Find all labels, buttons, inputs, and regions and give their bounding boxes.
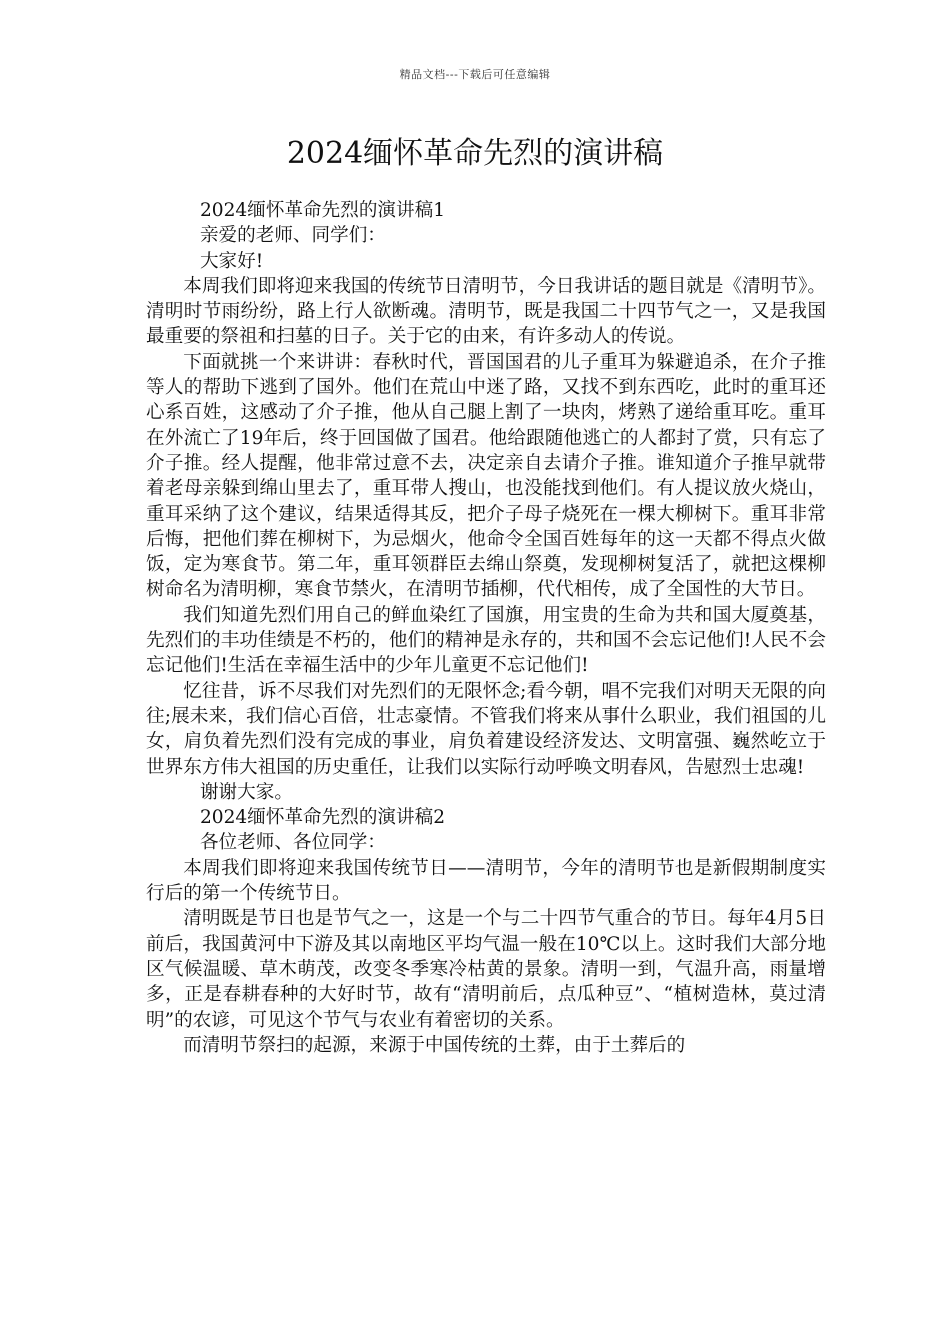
paragraph-story: 下面就挑一个来讲讲：春秋时代，晋国国君的儿子重耳为躲避追杀，在介子推等人的帮助下逃到了国外。他们在荒山中迷了路，又找不到东西吃，此时的重耳还心系百姓，这感动了介子推，他从自己腿上割了一块肉，烤熟了递给重耳吃。重耳在外流亡了19年后，终于回国做了国君。他给跟随他逃亡的人都封了赏，只有忘了介子推。经人提醒，他非常过意不去，决定亲自去请介子推。谁知道介子推早就带着老母亲躲到绵山里去了，重耳带人搜山，也没能找到他们。有人提议放火烧山，重耳采纳了这个建议，结果适得其反，把介子母子烧死在一棵大柳树下。重耳非常后悔，把他们葬在柳树下，为忌烟火，他命令全国百姓每年的这一天都不得点火做饭，定为寒食节。第二年，重耳领群臣去绵山祭奠，发现柳树复活了，就把这棵柳树命名为清明柳，寒食节禁火，在清明节插柳，代代相传，成了全国性的大节日。 [146,351,826,601]
speech-heading-2: 2024缅怀革命先烈的演讲稿2 [199,807,446,829]
header-note: 精品文档---下载后可任意编辑 [399,68,551,81]
paragraph-reflection: 忆往昔，诉不尽我们对先烈们的无限怀念;看今朝，唱不完我们对明天无限的向往;展未来，我们信心百倍，壮志豪情。不管我们将来从事什么职业，我们祖国的儿女，肩负着先烈们没有完成的事业，肩负着建设经济发达、文明富强、巍然屹立于世界东方伟大祖国的历史重任，让我们以实际行动呼唤文明春风，告慰烈士忠魂! [146,680,826,778]
paragraph-solar-term: 清明既是节日也是节气之一，这是一个与二十四节气重合的节日。每年4月5日前后，我国黄河中下游及其以南地区平均气温一般在10℃以上。这时我们大部分地区气候温暖、草木萌茂，改变冬季寒冷枯黄的景象。清明一到，气温升高，雨量增多，正是春耕春种的大好时节，故有“清明前后，点瓜种豆”、“植树造林，莫过清明”的农谚，可见这个节气与农业有着密切的关系。 [146,908,826,1031]
thanks: 谢谢大家。 [199,781,293,803]
paragraph-origin: 而清明节祭扫的起源，来源于中国传统的土葬，由于土葬后的 [183,1034,686,1056]
salutation-1: 亲爱的老师、同学们： [199,225,386,247]
paragraph-martyrs: 我们知道先烈们用自己的鲜血染红了国旗，用宝贵的生命为共和国大厦奠基，先烈们的丰功佳绩是不朽的，他们的精神是永存的，共和国不会忘记他们!人民不会忘记他们!生活在幸福生活中的少年儿童更不忘记他们! [146,604,826,677]
greeting: 大家好! [199,250,264,272]
salutation-2: 各位老师、各位同学： [199,832,386,854]
document-title: 2024缅怀革命先烈的演讲稿 [286,136,664,171]
paragraph-intro: 本周我们即将迎来我国的传统节日清明节，今日我讲话的题目就是《清明节》。清明时节雨纷纷，路上行人欲断魂。清明节，既是我国二十四节气之一，又是我国最重要的祭祖和扫墓的日子。关于它的由来，有许多动人的传说。 [146,275,826,348]
paragraph-festival: 本周我们即将迎来我国传统节日——清明节，今年的清明节也是新假期制度实行后的第一个传统节日。 [146,857,826,905]
speech-heading-1: 2024缅怀革命先烈的演讲稿1 [199,200,446,221]
document-body [146,198,826,1058]
